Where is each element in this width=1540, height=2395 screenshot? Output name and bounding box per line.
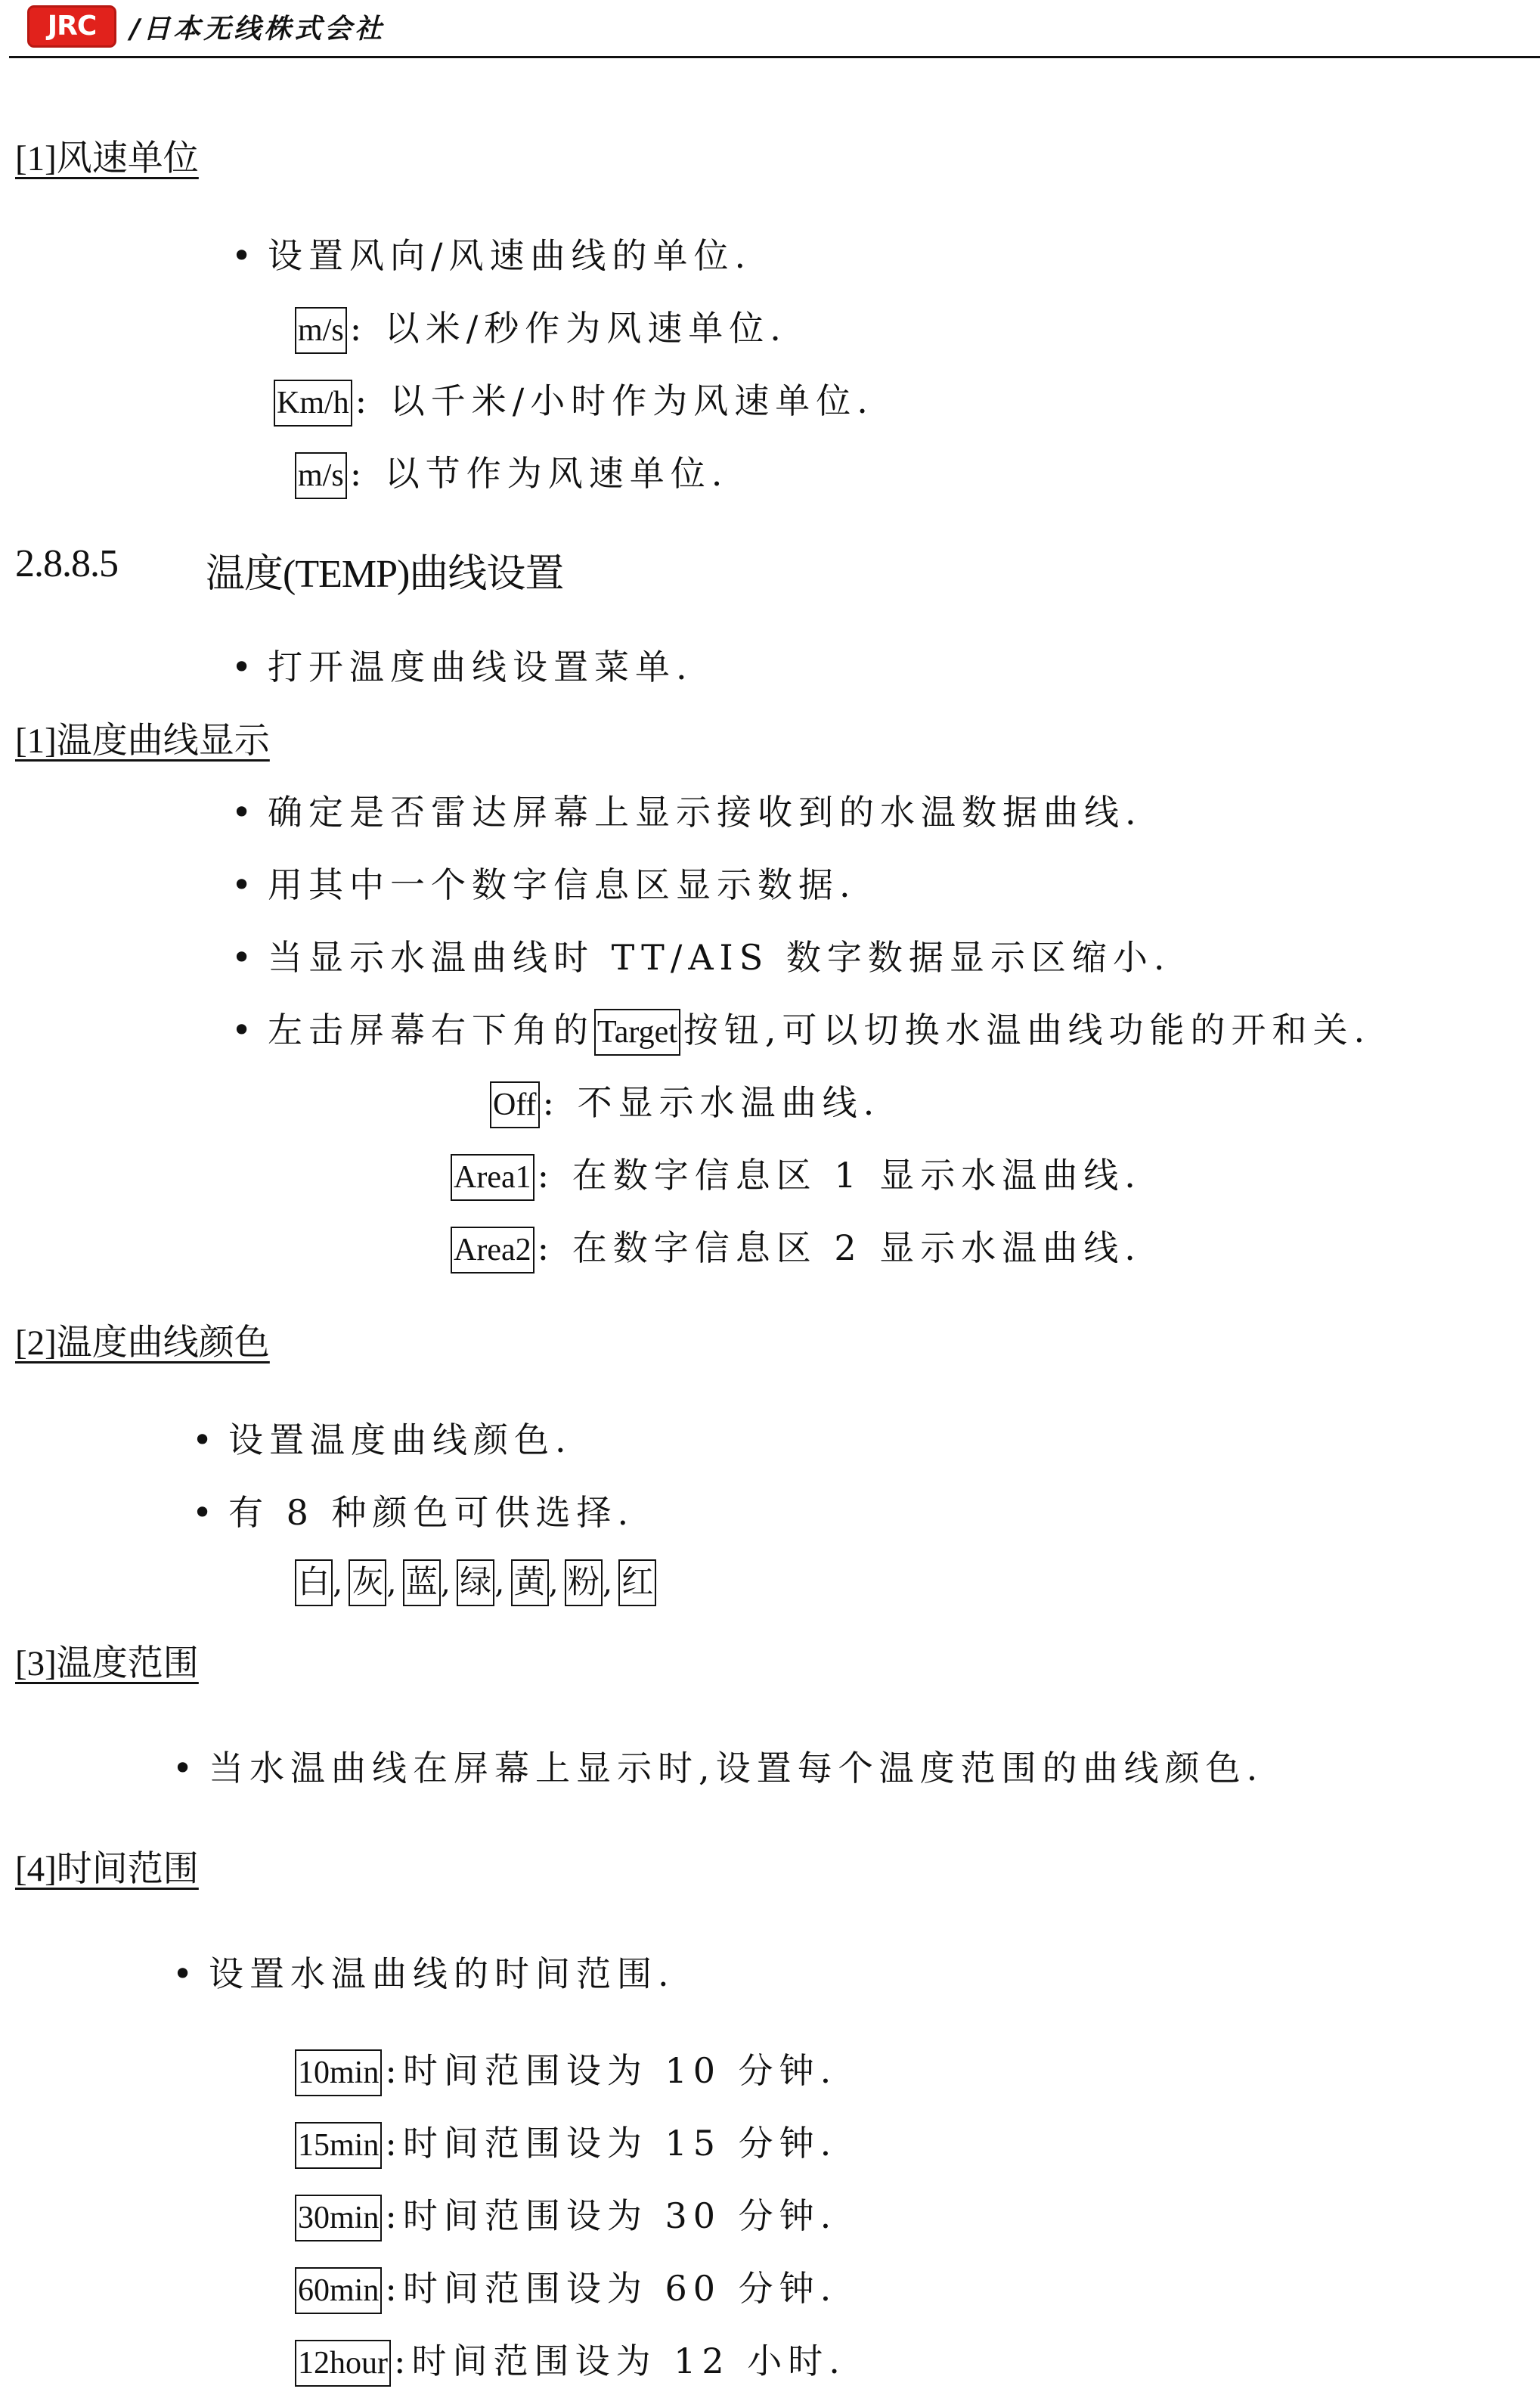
option-key[interactable]: 12hour (295, 2340, 391, 2387)
section-bullet (231, 640, 693, 690)
color-option-blue[interactable]: 蓝 (403, 1559, 441, 1606)
bullet-text: 按钮,可以切换水温曲线功能的开和关. (683, 1010, 1371, 1050)
bullet-dot: • (231, 792, 253, 833)
bullet-dot: • (231, 235, 253, 276)
bullet-text: 确定是否雷达屏幕上显示接收到的水温数据曲线. (268, 792, 1142, 833)
option-desc: : 以千米/小时作为风速单位. (355, 380, 874, 421)
option-key[interactable]: m/s (295, 452, 347, 499)
color-option-green[interactable]: 绿 (457, 1559, 494, 1606)
option-key[interactable]: Km/h (274, 380, 352, 427)
wind-option-3 (295, 446, 728, 499)
temp-color-bullet-2 (192, 1485, 634, 1535)
header-rule (9, 56, 1540, 58)
time-option-10min (295, 2043, 837, 2096)
bullet-dot: • (172, 1748, 194, 1788)
option-desc: : 以节作为风速单位. (349, 453, 729, 494)
bullet-text: 有 8 种颜色可供选择. (228, 1492, 635, 1533)
wind-unit-bullet (231, 228, 751, 278)
option-desc: :时间范围设为 60 分钟. (385, 2268, 838, 2309)
bullet-dot: • (192, 1419, 213, 1460)
bullet-dot: • (231, 1010, 253, 1050)
company-name: /日本无线株式会社 (130, 14, 386, 45)
time-option-60min (295, 2261, 837, 2314)
color-option-white[interactable]: 白 (295, 1559, 333, 1606)
wind-unit-title: [1]风速单位 (15, 139, 199, 178)
wind-option-1 (295, 301, 787, 354)
option-desc: :时间范围设为 10 分钟. (385, 2050, 838, 2091)
bullet-dot: • (231, 864, 253, 905)
option-desc: : 在数字信息区 1 显示水温曲线. (537, 1155, 1142, 1196)
bullet-dot: • (172, 1953, 194, 1994)
bullet-text: 设置水温曲线的时间范围. (209, 1953, 675, 1994)
bullet-text: 用其中一个数字信息区显示数据. (268, 864, 857, 905)
color-option-gray[interactable]: 灰 (349, 1559, 386, 1606)
time-range-bullet (172, 1947, 675, 1996)
temp-display-bullet-3 (231, 930, 1170, 980)
bullet-dot: • (231, 937, 253, 978)
wind-option-2 (274, 374, 874, 427)
bullet-text: 左击屏幕右下角的 (268, 1010, 594, 1050)
bullet-text: 打开温度曲线设置菜单. (268, 647, 693, 687)
option-key[interactable]: Area1 (451, 1154, 535, 1201)
temp-color-bullet-1 (192, 1413, 572, 1463)
option-key[interactable]: 15min (295, 2122, 382, 2169)
temp-range-title: [3]温度范围 (15, 1644, 199, 1683)
temp-display-bullet-2 (231, 858, 857, 907)
temp-color-title: [2]温度曲线颜色 (15, 1323, 270, 1363)
option-desc: :时间范围设为 15 分钟. (385, 2123, 838, 2164)
section-number: 2.8.8.5 (15, 542, 118, 585)
option-desc: : 在数字信息区 2 显示水温曲线. (537, 1227, 1142, 1268)
option-key[interactable]: 10min (295, 2049, 382, 2096)
color-option-pink[interactable]: 粉 (565, 1559, 603, 1606)
option-key[interactable]: m/s (295, 307, 347, 354)
temp-display-title: [1]温度曲线显示 (15, 721, 270, 761)
temp-display-option-area1 (451, 1148, 1142, 1201)
bullet-text: 设置风向/风速曲线的单位. (268, 235, 752, 276)
temp-range-bullet (172, 1741, 1263, 1791)
temp-display-bullet-1 (231, 785, 1142, 835)
page-header (0, 0, 1540, 60)
bullet-dot: • (192, 1492, 213, 1533)
section-title: 温度(TEMP)曲线设置 (206, 553, 564, 596)
option-key[interactable]: 30min (295, 2195, 382, 2241)
temp-display-option-area2 (451, 1221, 1142, 1274)
time-option-30min (295, 2189, 837, 2241)
bullet-text: 当水温曲线在屏幕上显示时,设置每个温度范围的曲线颜色. (209, 1748, 1264, 1788)
time-option-15min (295, 2116, 837, 2169)
time-range-title: [4]时间范围 (15, 1850, 199, 1889)
option-key[interactable]: 60min (295, 2267, 382, 2314)
color-option-red[interactable]: 红 (618, 1559, 656, 1606)
color-option-yellow[interactable]: 黄 (511, 1559, 549, 1606)
option-desc: :时间范围设为 30 分钟. (385, 2195, 838, 2236)
option-desc: : 不显示水温曲线. (542, 1082, 881, 1123)
jrc-logo: JRC (27, 5, 116, 48)
temp-display-option-off (490, 1075, 880, 1128)
option-desc: : 以米/秒作为风速单位. (349, 308, 787, 349)
bullet-text: 当显示水温曲线时 TT/AIS 数字数据显示区缩小. (268, 937, 1171, 978)
time-option-12hour (295, 2334, 846, 2387)
option-desc: :时间范围设为 12 小时. (394, 2341, 846, 2381)
option-key[interactable]: Area2 (451, 1227, 535, 1274)
option-key[interactable]: Off (490, 1081, 540, 1128)
temp-display-bullet-4 (231, 1003, 1371, 1056)
bullet-dot: • (231, 647, 253, 687)
bullet-text: 设置温度曲线颜色. (228, 1419, 572, 1460)
target-button-key[interactable]: Target (594, 1009, 680, 1056)
color-options: 白, 灰, 蓝, 绿, 黄, 粉, 红 (295, 1559, 656, 1606)
